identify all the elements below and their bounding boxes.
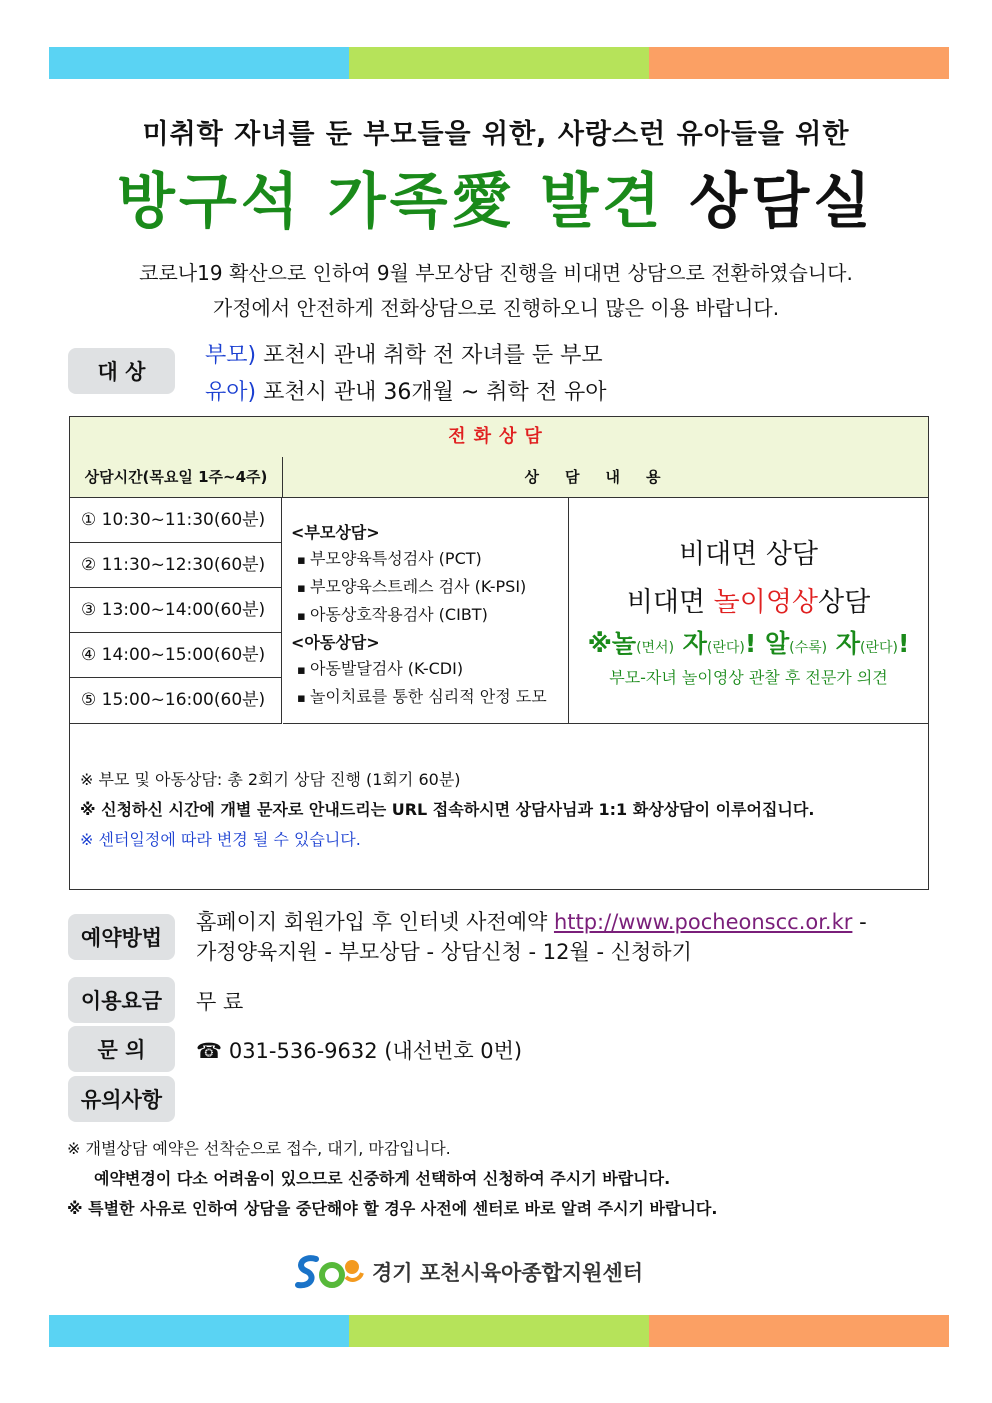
org-logo	[294, 1253, 643, 1291]
homepage-link[interactable]: http://www.pocheonscc.or.kr	[553, 910, 853, 934]
time-slot: ⑤ 15:00~16:00(60분)	[70, 678, 282, 724]
fee-label: 이용요금	[68, 977, 175, 1023]
target-child: 유아) 포천시 관내 36개월 ~ 취학 전 유아	[205, 380, 607, 405]
col-time-header: 상담시간(목요일 1주~4주)	[70, 457, 283, 498]
target-label: 대 상	[68, 348, 175, 394]
counsel-list	[283, 498, 569, 724]
notice-line-1: 코로나19 확산으로 인하여 9월 부모상담 진행을 비대면 상담으로 전환하였습니다.	[139, 261, 853, 285]
table-note: ※ 센터일정에 따라 변경 될 수 있습니다.	[80, 830, 361, 849]
page-title: 방구석 가족愛 발견 상담실	[116, 167, 876, 237]
top-color-bar	[49, 47, 949, 79]
time-slot: ③ 13:00~14:00(60분)	[70, 588, 282, 633]
target-parent: 부모) 포천시 관내 취학 전 자녀를 둔 부모	[205, 343, 603, 368]
caution-line: ※ 개별상담 예약은 선착순으로 접수, 대기, 마감입니다.	[67, 1139, 451, 1158]
caution-label: 유의사항	[68, 1076, 175, 1122]
time-slot: ④ 14:00~15:00(60분)	[70, 633, 282, 678]
method-line-4: 부모-자녀 놀이영상 관찰 후 전문가 의견	[609, 668, 888, 687]
list-item: ▪ 부모양육특성검사 (PCT)	[297, 546, 568, 569]
contact-label: 문 의	[68, 1026, 175, 1072]
list-item: ▪ 아동상호작용검사 (CIBT)	[297, 602, 568, 625]
method-line-1: 비대면 상담	[679, 539, 818, 570]
reserve-line-1: 홈페이지 회원가입 후 인터넷 사전예약 http://www.pocheonscc.or.kr -	[196, 910, 867, 934]
time-slot: ② 11:30~12:30(60분)	[70, 543, 282, 588]
org-name: 경기 포천시육아종합지원센터	[372, 1261, 644, 1285]
bottom-color-bar	[49, 1315, 949, 1347]
reserve-line-2: 가정양육지원 - 부모상담 - 상담신청 - 12월 - 신청하기	[196, 940, 692, 964]
table-note: ※ 신청하신 시간에 개별 문자로 안내드리는 URL 접속하시면 상담사님과 1:1 화상상담이 이루어집니다.	[80, 800, 815, 819]
fee-value: 무 료	[196, 990, 244, 1014]
contact-value: ☎ 031-536-9632 (내선번호 0번)	[196, 1039, 523, 1063]
list-item: ▪ 부모양육스트레스 검사 (K-PSI)	[297, 574, 568, 597]
subtitle: 미취학 자녀를 둔 부모들을 위한, 사랑스런 유아들을 위한	[142, 119, 850, 150]
org-logo-icon	[294, 1253, 366, 1291]
slogan: ※놀(면서) 자(란다)! 알(수록) 자(란다)!	[587, 629, 910, 658]
reserve-label: 예약방법	[68, 914, 175, 960]
caution-line: ※ 특별한 사유로 인하여 상담을 중단해야 할 경우 사전에 센터로 바로 알려 주시기 바랍니다.	[67, 1199, 718, 1218]
table-note: ※ 부모 및 아동상담: 총 2회기 상담 진행 (1회기 60분)	[80, 770, 461, 789]
schedule-table	[69, 416, 929, 890]
parent-counsel-title: <부모상담>	[291, 523, 380, 542]
time-slot: ① 10:30~11:30(60분)	[70, 498, 282, 543]
counsel-method	[569, 498, 928, 724]
col-content-header: 상담내용	[283, 457, 928, 498]
child-counsel-title: <아동상담>	[291, 633, 380, 652]
list-item: ▪ 아동발달검사 (K-CDI)	[297, 656, 568, 679]
caution-line: 예약변경이 다소 어려움이 있으므로 신중하게 선택하여 신청하여 주시기 바랍니다.	[94, 1169, 671, 1188]
notice-line-2: 가정에서 안전하게 전화상담으로 진행하오니 많은 이용 바랍니다.	[212, 296, 780, 320]
table-header: 전화상담	[70, 417, 928, 458]
method-line-2: 비대면 놀이영상상담	[626, 587, 871, 618]
list-item: ▪ 놀이치료를 통한 심리적 안정 도모	[297, 684, 568, 707]
